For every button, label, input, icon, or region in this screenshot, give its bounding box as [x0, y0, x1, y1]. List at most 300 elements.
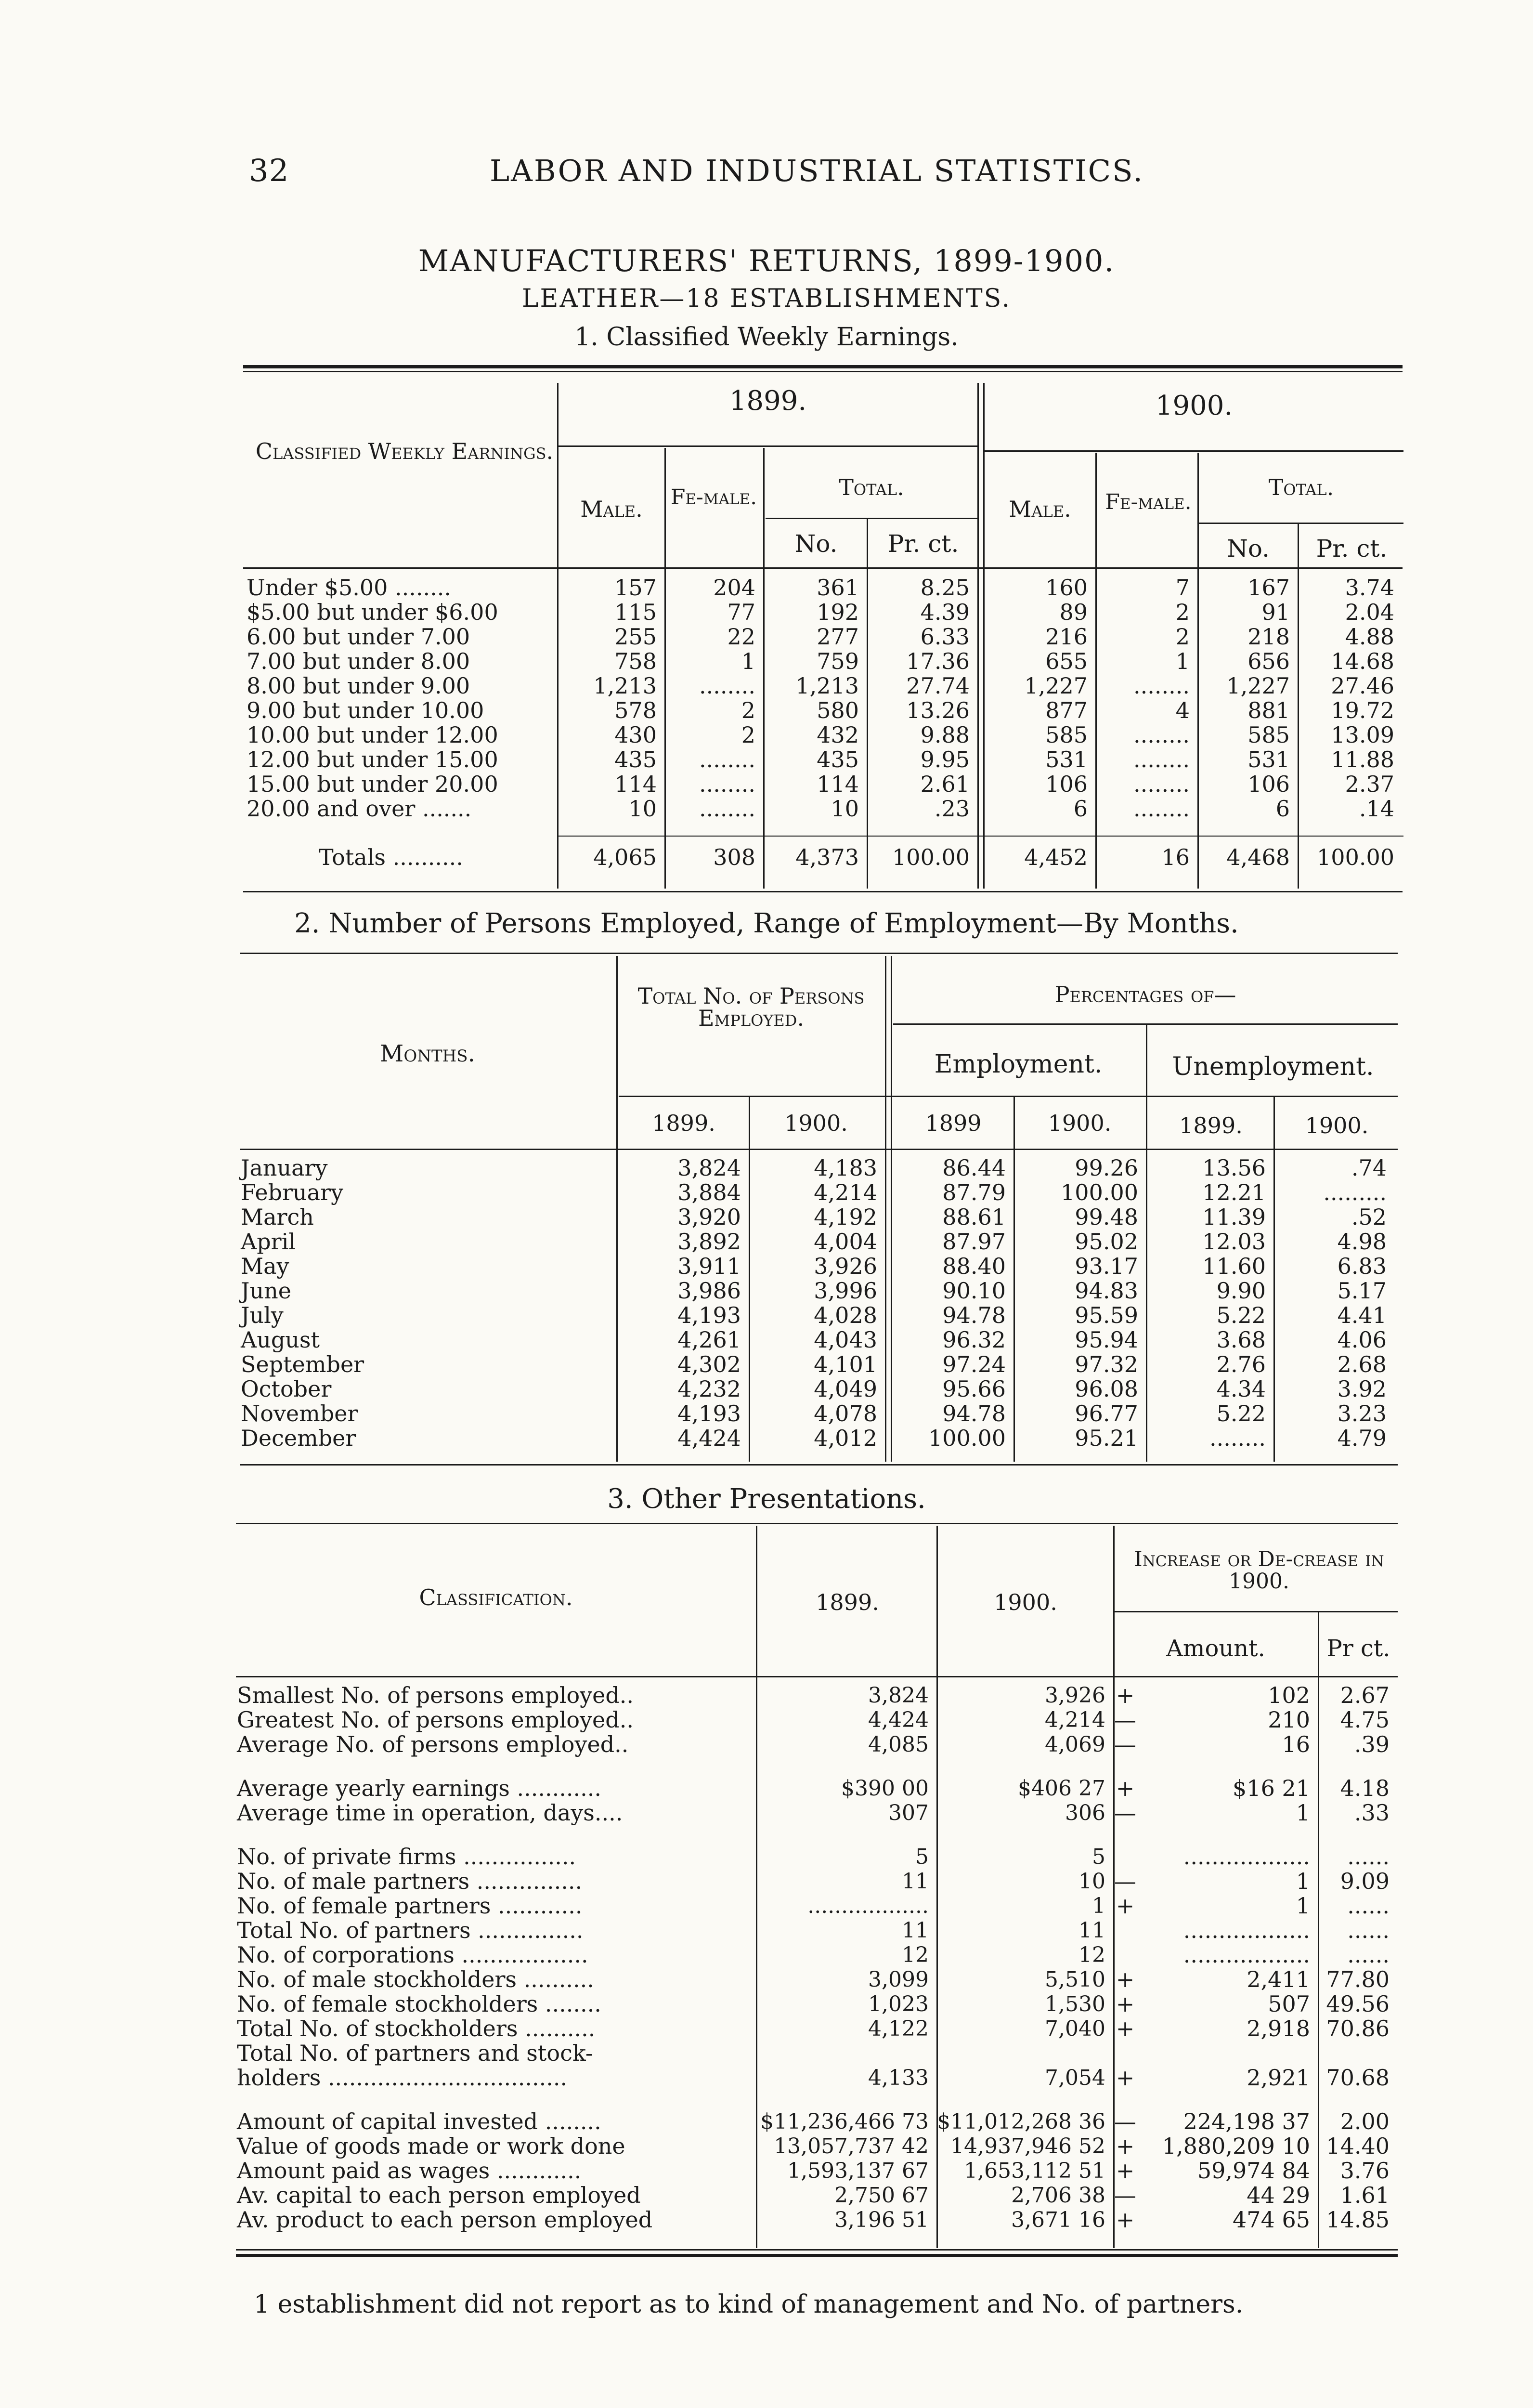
footnote: 1 establishment did not report as to kind of management and No. of partners. — [254, 2290, 1244, 2319]
change-sign: + — [1116, 2065, 1135, 2091]
change-sign: — — [1114, 1868, 1136, 1894]
cell: 16 — [1161, 844, 1190, 870]
table-row — [247, 600, 1402, 625]
section3-data — [237, 1683, 1397, 2232]
cell: 4.41 — [1337, 1302, 1387, 1328]
month-label: September — [241, 1351, 364, 1377]
table-row — [241, 1328, 1396, 1352]
cell: 4,214 — [1045, 1708, 1105, 1732]
cell: 1 — [1092, 1894, 1105, 1918]
row-label: Total No. of stockholders .......... — [237, 2015, 596, 2042]
cell: .23 — [934, 796, 970, 822]
cell: 5.17 — [1337, 1278, 1387, 1304]
cell: 4,468 — [1226, 844, 1290, 870]
male-header-1899: Male. — [580, 496, 643, 522]
cell: 3,996 — [814, 1278, 877, 1304]
cell: 16 — [1282, 1731, 1310, 1757]
row-label: No. of corporations .................. — [237, 1942, 588, 1968]
cell: 2,918 — [1247, 2015, 1310, 2042]
rule — [1199, 523, 1403, 524]
cell: 106 — [1247, 771, 1290, 797]
row-label: No. of female stockholders ........ — [237, 1991, 601, 2017]
row-label: Total No. of partners ............... — [237, 1917, 584, 1943]
group-spacer — [237, 1825, 1397, 1845]
cell: 94.78 — [942, 1302, 1006, 1328]
cell: 1,227 — [1024, 673, 1088, 699]
table-row — [241, 1352, 1396, 1377]
table-row — [241, 1303, 1396, 1328]
cell: 4,133 — [868, 2066, 929, 2090]
cell: 96.32 — [942, 1327, 1006, 1353]
rule — [240, 1149, 1398, 1150]
cell: 9.88 — [920, 722, 970, 748]
cell: 7,054 — [1045, 2066, 1105, 2090]
cell: 3.74 — [1345, 575, 1394, 601]
cell: 4,122 — [868, 2016, 929, 2041]
table-row — [247, 723, 1402, 747]
row-label: Average time in operation, days.... — [237, 1800, 623, 1826]
cell: 2.61 — [920, 771, 970, 797]
rule — [243, 891, 1403, 892]
cell: ........ — [699, 771, 755, 797]
table-row — [247, 747, 1402, 772]
change-sign: + — [1116, 1682, 1135, 1708]
cell: 578 — [614, 697, 657, 723]
cell: 8.25 — [920, 575, 970, 601]
cell: 91 — [1261, 599, 1290, 625]
cell: 4,424 — [677, 1425, 741, 1451]
change-sign: — — [1114, 2108, 1136, 2134]
cell: 877 — [1045, 697, 1088, 723]
table-row — [237, 1801, 1397, 1825]
table-row — [237, 1918, 1397, 1943]
section3-heading: 3. Other Presentations. — [607, 1483, 926, 1515]
cell: 6.83 — [1337, 1253, 1387, 1279]
row-label: 6.00 but under 7.00 — [247, 624, 470, 650]
cell: 115 — [614, 599, 657, 625]
month-label: December — [241, 1425, 356, 1451]
cell: 4.98 — [1337, 1229, 1387, 1255]
change-sign: + — [1116, 1991, 1135, 2017]
cell: 11 — [902, 1918, 929, 1943]
year-header: 1899. — [652, 1110, 715, 1136]
change-sign: + — [1116, 2207, 1135, 2233]
table-row — [241, 1156, 1396, 1180]
cell: 96.08 — [1075, 1376, 1138, 1402]
cell: 11 — [1078, 1918, 1105, 1943]
document-subtitle: LEATHER—18 ESTABLISHMENTS. — [522, 284, 1011, 313]
cell: 14,937,946 52 — [950, 2134, 1105, 2159]
change-sign: — — [1114, 1707, 1136, 1733]
cell: 3,884 — [677, 1179, 741, 1205]
female-header-1899: Fe-male. — [670, 485, 757, 510]
change-sign — [1113, 1918, 1137, 1943]
table-row — [241, 1377, 1396, 1401]
month-label: November — [241, 1400, 358, 1426]
change-sign — [1113, 1943, 1137, 1967]
cell: 4.18 — [1340, 1775, 1390, 1801]
cell: $11,236,466 73 — [760, 2109, 929, 2134]
cell: 580 — [817, 697, 859, 723]
change-sign: + — [1116, 2015, 1135, 2042]
table-row — [241, 1205, 1396, 1230]
cell: 44 29 — [1247, 2182, 1310, 2208]
cell: $390 00 — [841, 1776, 929, 1801]
cell: 3,671 16 — [1011, 2208, 1105, 2232]
cell: ........ — [1133, 722, 1190, 748]
cell: 100.00 — [1061, 1179, 1138, 1205]
cell: 87.97 — [942, 1229, 1006, 1255]
cell: 4,373 — [795, 844, 859, 870]
cell: .74 — [1351, 1155, 1387, 1181]
cell: 10 — [628, 796, 657, 822]
row-label: Value of goods made or work done — [237, 2133, 625, 2159]
cell: 114 — [614, 771, 657, 797]
cell: .................. — [1183, 1917, 1310, 1943]
month-label: May — [241, 1253, 289, 1279]
row-label: Av. capital to each person employed — [237, 2182, 641, 2208]
cell: 3,986 — [677, 1278, 741, 1304]
classification-header: Classification. — [419, 1584, 573, 1610]
cell: 95.94 — [1075, 1327, 1138, 1353]
cell: 474 65 — [1233, 2207, 1310, 2233]
change-sign — [1113, 1845, 1137, 1869]
row-label: $5.00 but under $6.00 — [247, 599, 498, 625]
month-label: July — [241, 1302, 284, 1328]
cell: 4,193 — [677, 1400, 741, 1426]
cell: 157 — [614, 575, 657, 601]
cell: 70.68 — [1326, 2065, 1390, 2091]
section1-heading: 1. Classified Weekly Earnings. — [574, 323, 959, 352]
section1-stub-header: Classified Weekly Earnings. — [255, 438, 554, 464]
cell: 12.03 — [1202, 1229, 1266, 1255]
prct-header-1900: Pr. ct. — [1316, 535, 1388, 563]
table-row — [237, 1894, 1397, 1918]
row-label: 20.00 and over ....... — [247, 796, 472, 822]
cell: 95.59 — [1075, 1302, 1138, 1328]
cell: 59,974 84 — [1197, 2158, 1310, 2184]
cell: ........ — [1209, 1425, 1266, 1451]
cell: 585 — [1045, 722, 1088, 748]
month-label: February — [241, 1179, 344, 1205]
year-header: 1900. — [784, 1110, 848, 1136]
cell: 758 — [614, 648, 657, 674]
cell: 3.92 — [1337, 1376, 1387, 1402]
rule — [557, 836, 1403, 837]
change-sign: + — [1116, 2133, 1135, 2159]
cell: 307 — [888, 1801, 929, 1825]
male-header-1900: Male. — [1009, 496, 1071, 522]
cell: ........ — [1133, 746, 1190, 772]
row-label: No. of male partners ............... — [237, 1868, 583, 1894]
cell: 94.78 — [942, 1400, 1006, 1426]
cell: 4,049 — [814, 1376, 877, 1402]
change-header: Increase or De-crease in 1900. — [1134, 1547, 1384, 1594]
rule — [243, 567, 1403, 569]
employment-header: Employment. — [934, 1050, 1103, 1079]
cell: 5 — [915, 1845, 929, 1869]
cell: 1,653,112 51 — [964, 2159, 1105, 2183]
cell: 6 — [1073, 796, 1088, 822]
cell: 88.61 — [942, 1204, 1006, 1230]
row-label: Under $5.00 ........ — [247, 575, 451, 601]
cell: 12 — [902, 1943, 929, 1967]
table-row — [241, 1254, 1396, 1279]
cell: 160 — [1045, 575, 1088, 601]
no-header-1900: No. — [1227, 535, 1270, 563]
table-row — [237, 2016, 1397, 2041]
table-row — [237, 1845, 1397, 1869]
cell: 70.86 — [1326, 2015, 1390, 2042]
rule — [236, 2249, 1398, 2251]
cell: 4.06 — [1337, 1327, 1387, 1353]
section1-data — [247, 576, 1402, 821]
totals-label: Totals .......... — [319, 844, 463, 870]
table-row — [247, 576, 1402, 600]
cell: 4,043 — [814, 1327, 877, 1353]
cell: 106 — [1045, 771, 1088, 797]
cell: 3,920 — [677, 1204, 741, 1230]
cell: ........ — [699, 796, 755, 822]
table-row — [247, 772, 1402, 797]
cell: 5,510 — [1045, 1967, 1105, 1992]
cell: 531 — [1247, 746, 1290, 772]
cell: 88.40 — [942, 1253, 1006, 1279]
cell: 4,193 — [677, 1302, 741, 1328]
table-row — [241, 1279, 1396, 1303]
running-title: LABOR AND INDUSTRIAL STATISTICS. — [490, 153, 1144, 188]
cell: .14 — [1359, 796, 1394, 822]
cell: 7,040 — [1045, 2016, 1105, 2041]
table-row — [237, 1708, 1397, 1732]
row-label: Total No. of partners and stock- — [237, 2040, 593, 2066]
row-label: 15.00 but under 20.00 — [247, 771, 498, 797]
cell: 11.88 — [1331, 746, 1394, 772]
row-label: Average No. of persons employed.. — [237, 1731, 629, 1757]
cell: 2 — [1175, 599, 1190, 625]
cell: 2.67 — [1340, 1682, 1390, 1708]
table-row — [237, 2183, 1397, 2208]
table-row — [237, 1732, 1397, 1757]
cell: 3.68 — [1216, 1327, 1266, 1353]
table-row — [241, 1180, 1396, 1205]
row-label: 12.00 but under 15.00 — [247, 746, 498, 772]
cell: 2,411 — [1247, 1966, 1310, 1992]
cell: 3,824 — [868, 1683, 929, 1708]
cell: 6.33 — [920, 624, 970, 650]
year-header: 1900. — [1305, 1112, 1369, 1139]
cell: ...... — [1347, 1917, 1390, 1943]
section2-data — [241, 1156, 1396, 1451]
cell: 2,750 67 — [834, 2183, 929, 2208]
cell: 5.22 — [1216, 1400, 1266, 1426]
cell: 77 — [727, 599, 755, 625]
cell: 90.10 — [942, 1278, 1006, 1304]
cell: 27.74 — [906, 673, 970, 699]
cell: 4,012 — [814, 1425, 877, 1451]
amount-header: Amount. — [1166, 1635, 1265, 1662]
page-number: 32 — [249, 153, 289, 189]
cell — [756, 2041, 936, 2066]
rule — [236, 1676, 1398, 1677]
cell: 6 — [1275, 796, 1290, 822]
cell: 308 — [713, 844, 755, 870]
cell: 10 — [1078, 1869, 1105, 1894]
cell: 507 — [1268, 1991, 1310, 2017]
cell: ......... — [1323, 1179, 1387, 1205]
cell: 4.34 — [1216, 1376, 1266, 1402]
cell: 759 — [817, 648, 859, 674]
cell: $11,012,268 36 — [937, 2109, 1105, 2134]
cell: 4,101 — [814, 1351, 877, 1377]
cell: 4,452 — [1024, 844, 1088, 870]
cell: ........ — [1133, 673, 1190, 699]
rule — [236, 1523, 1398, 1524]
cell: .33 — [1354, 1800, 1390, 1826]
cell: 4,085 — [868, 1732, 929, 1757]
cell: 1,213 — [593, 673, 657, 699]
cell: 87.79 — [942, 1179, 1006, 1205]
cell: 89 — [1059, 599, 1088, 625]
change-sign: + — [1116, 1966, 1135, 1992]
row-label: Greatest No. of persons employed.. — [237, 1707, 634, 1733]
month-label: June — [241, 1278, 291, 1304]
cell: 210 — [1268, 1707, 1310, 1733]
cell: 9.09 — [1340, 1868, 1390, 1894]
cell: 4,192 — [814, 1204, 877, 1230]
cell: 1,213 — [795, 673, 859, 699]
cell: 27.46 — [1331, 673, 1394, 699]
cell: 435 — [614, 746, 657, 772]
cell: 97.24 — [942, 1351, 1006, 1377]
col-1899-header: 1899. — [816, 1589, 879, 1615]
table-row — [237, 2066, 1397, 2090]
cell: 3,099 — [868, 1967, 929, 1992]
row-label: 10.00 but under 12.00 — [247, 722, 498, 748]
cell: 77.80 — [1326, 1966, 1390, 1992]
table-row — [247, 674, 1402, 698]
year-1899-header: 1899. — [729, 385, 807, 417]
table-row — [237, 1683, 1397, 1708]
table-row — [237, 1943, 1397, 1967]
cell: 3.23 — [1337, 1400, 1387, 1426]
cell: 3,926 — [814, 1253, 877, 1279]
cell: 218 — [1247, 624, 1290, 650]
cell: 95.02 — [1075, 1229, 1138, 1255]
cell: 1,880,209 10 — [1162, 2133, 1310, 2159]
cell: 4,028 — [814, 1302, 877, 1328]
cell: 4.79 — [1337, 1425, 1387, 1451]
year-header: 1900. — [1048, 1110, 1112, 1136]
cell: 430 — [614, 722, 657, 748]
cell: 656 — [1247, 648, 1290, 674]
cell: 14.85 — [1326, 2207, 1390, 2233]
cell: 13.09 — [1331, 722, 1394, 748]
table-row — [237, 1776, 1397, 1801]
cell: 2.04 — [1345, 599, 1394, 625]
cell: 11.39 — [1202, 1204, 1266, 1230]
cell: 11.60 — [1202, 1253, 1266, 1279]
table-row — [237, 1992, 1397, 2016]
rule — [985, 450, 1403, 452]
cell: 3,196 51 — [834, 2208, 929, 2232]
cell: 9.90 — [1216, 1278, 1266, 1304]
prct-header-1899: Pr. ct. — [887, 530, 959, 558]
row-label: Average yearly earnings ............ — [237, 1775, 601, 1801]
table-row — [237, 2109, 1397, 2134]
cell: ........ — [699, 746, 755, 772]
rule — [243, 365, 1403, 368]
cell: 13.26 — [906, 697, 970, 723]
row-label: No. of male stockholders .......... — [237, 1966, 594, 1992]
cell: ...... — [1347, 1893, 1390, 1919]
cell: $406 27 — [1018, 1776, 1105, 1801]
row-label: Smallest No. of persons employed.. — [237, 1682, 634, 1708]
cell: 12.21 — [1202, 1179, 1266, 1205]
cell: 2 — [741, 697, 755, 723]
cell: 96.77 — [1075, 1400, 1138, 1426]
cell: 4.75 — [1340, 1707, 1390, 1733]
cell: 1 — [1296, 1893, 1310, 1919]
cell: 4,302 — [677, 1351, 741, 1377]
row-label: Av. product to each person employed — [237, 2207, 653, 2233]
cell: 1.61 — [1340, 2182, 1390, 2208]
cell: 4.39 — [920, 599, 970, 625]
row-label: 9.00 but under 10.00 — [247, 697, 484, 723]
cell: ........ — [699, 673, 755, 699]
cell: 3.76 — [1340, 2158, 1390, 2184]
cell: 102 — [1268, 1682, 1310, 1708]
cell: 167 — [1247, 575, 1290, 601]
cell: 4.88 — [1345, 624, 1394, 650]
change-sign: — — [1114, 1731, 1136, 1757]
cell: ...... — [1347, 1942, 1390, 1968]
table-row — [247, 698, 1402, 723]
cell: 585 — [1247, 722, 1290, 748]
cell: 14.40 — [1326, 2133, 1390, 2159]
month-label: January — [241, 1155, 328, 1181]
cell: 655 — [1045, 648, 1088, 674]
section2-heading: 2. Number of Persons Employed, Range of Employment—By Months. — [294, 908, 1239, 939]
cell: ...... — [1347, 1844, 1390, 1870]
cell: 9.95 — [920, 746, 970, 772]
document-title: MANUFACTURERS' RETURNS, 1899-1900. — [418, 243, 1115, 278]
cell: 531 — [1045, 746, 1088, 772]
cell: 1 — [741, 648, 755, 674]
cell: 14.68 — [1331, 648, 1394, 674]
cell: 255 — [614, 624, 657, 650]
cell: 1,593,137 67 — [787, 2159, 929, 2183]
cell: 4,069 — [1045, 1732, 1105, 1757]
cell: 881 — [1247, 697, 1290, 723]
change-sign: + — [1116, 1775, 1135, 1801]
cell: 435 — [817, 746, 859, 772]
female-header-1900: Fe-male. — [1105, 490, 1192, 514]
cell: 100.00 — [892, 844, 970, 870]
table-row — [241, 1230, 1396, 1254]
group-spacer — [237, 2090, 1397, 2109]
cell: 277 — [817, 624, 859, 650]
cell: 2 — [741, 722, 755, 748]
cell: .39 — [1354, 1731, 1390, 1757]
percentages-header: Percentages of— — [1054, 982, 1236, 1008]
month-label: April — [241, 1229, 296, 1255]
cell: 4,214 — [814, 1179, 877, 1205]
cell: 4,183 — [814, 1155, 877, 1181]
cell: 17.36 — [906, 648, 970, 674]
table-row — [241, 1426, 1396, 1451]
cell: 10 — [831, 796, 859, 822]
